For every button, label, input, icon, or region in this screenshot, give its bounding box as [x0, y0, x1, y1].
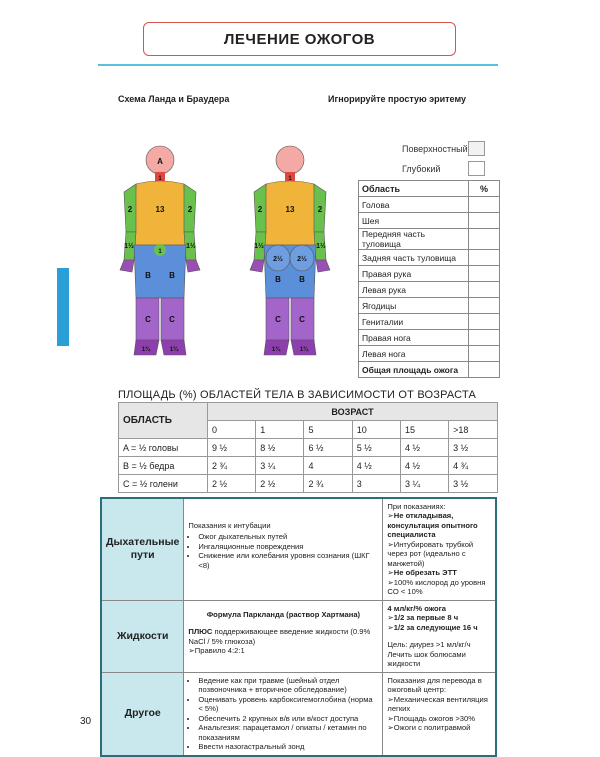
area-row: Левая нога	[359, 346, 469, 362]
list-item: ➢ Ожоги с политравмой	[387, 723, 491, 732]
label-back-trunk: 13	[285, 205, 295, 214]
parkland-formula: Формула Паркланда (раствор Хартмана)	[206, 609, 361, 619]
label-back-left-buttock: 2½	[273, 256, 283, 263]
list-item: ➢ Механическая вентиляция легких	[387, 695, 491, 714]
page-number: 30	[80, 716, 92, 727]
list-item: • Ведение как при травме (шейный отдел позвоночника + вторичное обследование)	[198, 676, 378, 695]
list-item: • Обеспечить 2 крупных в/в или в/кост доступа	[198, 714, 378, 723]
area-pct-cell[interactable]	[469, 229, 500, 250]
age-cell: 2 ½	[208, 475, 256, 493]
age-cell: 4	[304, 457, 352, 475]
list-item: ➢ 1/2 за следующие 16 ч	[387, 623, 491, 632]
age-cell: 2 ¾	[304, 475, 352, 493]
area-row: Ягодицы	[359, 298, 469, 314]
area-pct-cell[interactable]	[469, 197, 500, 213]
age-cell: 4 ¾	[449, 457, 498, 475]
label-back-left-thigh: B	[275, 275, 281, 284]
plus-text: поддерживающее введение жидкости (0.9% NaCl / 5% глюкоза)	[188, 627, 371, 646]
label-front-trunk: 13	[155, 205, 165, 214]
age-row-label: A = ½ головы	[119, 439, 208, 457]
age-header-cell: >18	[449, 421, 498, 439]
age-header-cell: 0	[208, 421, 256, 439]
area-pct-cell[interactable]	[469, 250, 500, 266]
plus-keyword: ПЛЮС	[188, 627, 213, 637]
fluids-label: Жидкости	[101, 600, 184, 672]
label-back-right-thigh: B	[299, 275, 305, 284]
label-front-head: A	[157, 157, 163, 166]
fluids-plus	[188, 627, 378, 646]
list-item: • Ингаляционные повреждения	[198, 542, 378, 551]
airway-right-intro: При показаниях:	[387, 502, 446, 511]
area-pct-cell[interactable]	[469, 298, 500, 314]
area-pct-cell[interactable]	[469, 266, 500, 282]
label-back-right-upper-arm: 2	[317, 205, 323, 214]
page-title: ЛЕЧЕНИЕ ОЖОГОВ	[143, 22, 456, 56]
legend-deep: Глубокий	[402, 164, 441, 174]
area-row: Гениталии	[359, 314, 469, 330]
chapter-side-tab	[57, 268, 69, 346]
chart-caption: Схема Ланда и Браудера	[118, 94, 230, 104]
age-cell: 3	[352, 475, 400, 493]
lund-browder-figure	[108, 140, 338, 370]
airway-indications	[184, 498, 383, 600]
area-row: Задняя часть туловища	[359, 250, 469, 266]
label-front-right-forearm: 1½	[186, 243, 196, 250]
title-underline	[98, 64, 498, 66]
label-front-right-thigh: B	[169, 271, 175, 280]
list-item: • Анальгезия: парацетамол / опиаты / кетамин по показаниям	[198, 723, 378, 742]
age-cell: 6 ½	[304, 439, 352, 457]
area-pct-cell[interactable]	[469, 282, 500, 298]
label-front-left-foot: 1¾	[141, 347, 151, 353]
label-back-left-leg: C	[275, 315, 281, 324]
deep-swatch	[468, 161, 485, 176]
transfer-criteria	[383, 672, 496, 755]
areas-header-area: Область	[359, 181, 469, 197]
fluids-dose-cell	[383, 600, 496, 672]
fluids-dose: 4 мл/кг/% ожога	[387, 603, 446, 613]
age-table	[118, 402, 498, 493]
label-back-left-upper-arm: 2	[257, 205, 263, 214]
areas-header-pct: %	[469, 181, 500, 197]
fluids-goal: Цель: диурез >1 мл/кг/ч	[387, 640, 471, 650]
label-front-left-leg: C	[145, 315, 151, 324]
list-item: • Ожог дыхательных путей	[198, 532, 378, 541]
label-back-left-foot: 1¾	[271, 347, 281, 353]
legend-superficial: Поверхностный	[402, 144, 468, 154]
label-front-left-upper-arm: 2	[127, 205, 133, 214]
management-table	[100, 497, 497, 757]
area-pct-cell[interactable]	[469, 213, 500, 229]
burn-area-table	[358, 180, 500, 378]
label-front-left-thigh: B	[145, 271, 151, 280]
erythema-note: Игнорируйте простую эритему	[328, 94, 466, 104]
label-front-genitals: 1	[158, 249, 162, 255]
list-item: • Снижение или колебания уровня сознания (ШКГ <8)	[198, 551, 378, 570]
label-front-right-leg: C	[169, 315, 175, 324]
age-cell: 3 ½	[449, 475, 498, 493]
label-back-left-forearm: 1½	[254, 243, 264, 250]
list-item: ➢ Интубировать трубкой через рот (идеально с манжетой)	[387, 540, 491, 568]
label-front-neck: 1	[158, 176, 162, 182]
area-row: Голова	[359, 197, 469, 213]
area-total-cell[interactable]	[469, 362, 500, 378]
label-back-right-buttock: 2½	[297, 256, 307, 263]
other-label: Другое	[101, 672, 184, 755]
age-row-label: C = ½ голени	[119, 475, 208, 493]
label-back-right-foot: 1¾	[299, 347, 309, 353]
age-header-cell: 1	[256, 421, 304, 439]
other-items	[184, 672, 383, 755]
label-back-right-forearm: 1½	[316, 243, 326, 250]
label-front-right-upper-arm: 2	[187, 205, 193, 214]
transfer-intro: Показания для перевода в ожоговый центр:	[387, 675, 482, 695]
age-row-label: B = ½ бедра	[119, 457, 208, 475]
age-header-cell: 10	[352, 421, 400, 439]
area-row: Левая рука	[359, 282, 469, 298]
age-cell: 2 ¾	[208, 457, 256, 475]
age-cell: 3 ¼	[400, 475, 448, 493]
fluids-goal-note: Лечить шок болюсами жидкости	[387, 649, 466, 669]
list-item: ➢ Не обрезать ЭТТ	[387, 568, 491, 577]
age-cell: 3 ¼	[256, 457, 304, 475]
area-row: Правая рука	[359, 266, 469, 282]
area-row: Шея	[359, 213, 469, 229]
airway-actions	[383, 498, 496, 600]
area-row: Правая нога	[359, 330, 469, 346]
age-cell: 9 ½	[208, 439, 256, 457]
area-pct-cell[interactable]	[469, 346, 500, 362]
age-cell: 4 ½	[400, 457, 448, 475]
age-header-cell: 15	[400, 421, 448, 439]
list-item: • Оценивать уровень карбоксигемоглобина (норма < 5%)	[198, 695, 378, 714]
age-cell: 8 ½	[256, 439, 304, 457]
list-item: ➢ Площадь ожогов >30%	[387, 714, 491, 723]
list-item: ➢ 1/2 за первые 8 ч	[387, 613, 491, 622]
airway-intro: Показания к интубации	[188, 521, 271, 530]
label-back-neck: 1	[288, 176, 292, 182]
age-cell: 2 ½	[256, 475, 304, 493]
age-cell: 3 ½	[449, 439, 498, 457]
list-item: ➢ 100% кислород до уровня CO < 10%	[387, 578, 491, 597]
area-pct-cell[interactable]	[469, 330, 500, 346]
area-total-row: Общая площадь ожога	[359, 362, 469, 378]
age-cell: 4 ½	[400, 439, 448, 457]
list-item: ➢ Правило 4:2:1	[188, 646, 378, 655]
area-row: Передняя часть туловища	[359, 229, 469, 250]
age-table-title: ПЛОЩАДЬ (%) ОБЛАСТЕЙ ТЕЛА В ЗАВИСИМОСТИ ОТ ВОЗРАСТА	[118, 389, 477, 401]
age-col-region: ОБЛАСТЬ	[119, 403, 208, 439]
airway-label: Дыхательные пути	[101, 498, 184, 600]
area-pct-cell[interactable]	[469, 314, 500, 330]
age-col-age: ВОЗРАСТ	[208, 403, 498, 421]
age-cell: 4 ½	[352, 457, 400, 475]
fluids-formula-cell	[184, 600, 383, 672]
list-item: ➢ Не откладывая, консультация опытного специалиста	[387, 511, 491, 539]
label-front-left-forearm: 1½	[124, 243, 134, 250]
label-back-right-leg: C	[299, 315, 305, 324]
list-item: • Ввести назогастральный зонд	[198, 742, 378, 751]
label-front-right-foot: 1¾	[169, 347, 179, 353]
age-header-cell: 5	[304, 421, 352, 439]
superficial-swatch	[468, 141, 485, 156]
age-cell: 5 ½	[352, 439, 400, 457]
